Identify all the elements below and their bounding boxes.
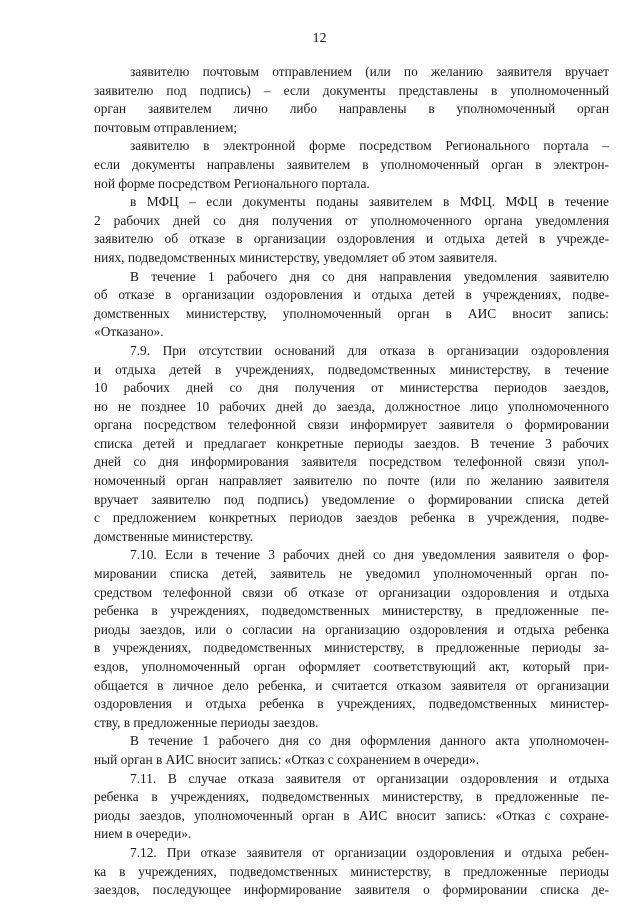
text-line: дней со дня информирования заявителя посредством телефонной связи упол- (94, 454, 609, 470)
text-line: домственные министерству. (94, 528, 254, 544)
text-line: списка детей и предлагает конкретные периоды заездов. В течение 3 рабочих (94, 435, 609, 451)
text-line: 7.10. Если в течение 3 рабочих дней со дня уведомления заявителя о фор- (130, 547, 609, 563)
text-line: заявителю об отказе в организации оздоровления и отдыха детей в учрежде- (94, 231, 609, 247)
text-line: ный орган в АИС вносит запись: «Отказ с сохранением в очереди». (94, 751, 480, 767)
text-line: средством телефонной связи об отказе от организации оздоровления и отдыха (94, 584, 609, 600)
text-line: ребенка в учреждениях, подведомственных министерству, в предложенные пе- (94, 789, 609, 805)
text-line: вручает заявителю под подпись) уведомление о формировании списка детей (94, 491, 609, 507)
text-line: ной форме посредством Регионального портала. (94, 175, 370, 191)
text-line: если документы направлены заявителем в уполномоченный орган в электрон- (94, 156, 609, 172)
page-number: 12 (312, 31, 327, 46)
text-line: 2 рабочих дней со дня получения от уполномоченного органа уведомления (94, 212, 609, 228)
text-line: органа посредством телефонной связи информирует заявителя о формировании (94, 417, 609, 433)
text-line: 7.11. В случае отказа заявителя от организации оздоровления и отдыха (130, 770, 609, 786)
text-line: «Отказано». (94, 324, 164, 340)
text-line: заездов, последующее информирование заявителя о формировании списка де- (94, 882, 609, 898)
text-line: заявителю почтовым отправлением (или по желанию заявителя вручает (130, 64, 609, 79)
text-line: домственных министерству, уполномоченный орган в АИС вносит запись: (94, 305, 609, 321)
text-line: ниях, подведомственных министерству, уведомляет об этом заявителя. (94, 249, 498, 265)
text-line: и отдыха детей в учреждениях, подведомственных министерству, в течение (94, 361, 609, 377)
text-line: В течение 1 рабочего дня со дня оформления данного акта уполномочен- (130, 733, 609, 749)
text-line: риоды заездов, или о согласии на организацию оздоровления и отдыха ребенка (94, 621, 609, 637)
text-line: ству, в предложенные периоды заездов. (94, 714, 319, 730)
text-line: оздоровления и отдыха ребенка в учреждениях, подведомственных министер- (94, 696, 609, 712)
text-line: но не позднее 10 рабочих дней до заезда, должностное лицо уполномоченного (94, 398, 609, 414)
text-line: 7.9. При отсутствии оснований для отказа в организации оздоровления (130, 342, 609, 358)
text-line: заявителю в электронной форме посредством Регионального портала – (130, 138, 609, 154)
text-line: с предложением конкретных периодов заездов ребенка в учреждения, подве- (94, 510, 609, 526)
text-line: нием в очереди». (94, 826, 192, 842)
document-body (94, 63, 609, 900)
text-line: почтовым отправлением; (94, 119, 238, 135)
text-line: 10 рабочих дней со дня получения от министерства периодов заездов, (94, 380, 609, 396)
text-line: ребенка в учреждениях, подведомственных министерству, в предложенные пе- (94, 603, 609, 619)
text-line: общается в личное дело ребенка, и считается отказом заявителя от организации (94, 677, 609, 693)
text-line: ездов, уполномоченный орган оформляет соответствующий акт, который при- (94, 659, 609, 674)
text-line: ка в учреждениях, подведомственных министерству, в предложенные периоды (94, 863, 609, 879)
text-line: в учреждениях, подведомственных министерству, в предложенные периоды за- (94, 640, 609, 656)
text-line: мировании списка детей, заявитель не уведомил уполномоченный орган по- (94, 566, 609, 582)
text-line: 7.12. При отказе заявителя от организации оздоровления и отдыха ребен- (130, 844, 609, 860)
text-line: номоченный орган направляет заявителю по почте (или по желанию заявителя (94, 473, 609, 489)
text-line: в МФЦ – если документы поданы заявителем в МФЦ. МФЦ в течение (130, 194, 609, 210)
text-line: об отказе в организации оздоровления и отдыха детей в учреждениях, подве- (94, 287, 609, 303)
text-line: заявителю под подпись) – если документы представлены в уполномоченный (94, 82, 609, 98)
text-line: орган заявителем лично либо направлены в уполномоченный орган (94, 101, 609, 117)
text-line: В течение 1 рабочего дня со дня направления уведомления заявителю (130, 268, 609, 284)
text-line: риоды заездов, уполномоченный орган в АИС вносит запись: «Отказ с сохране- (94, 807, 609, 823)
